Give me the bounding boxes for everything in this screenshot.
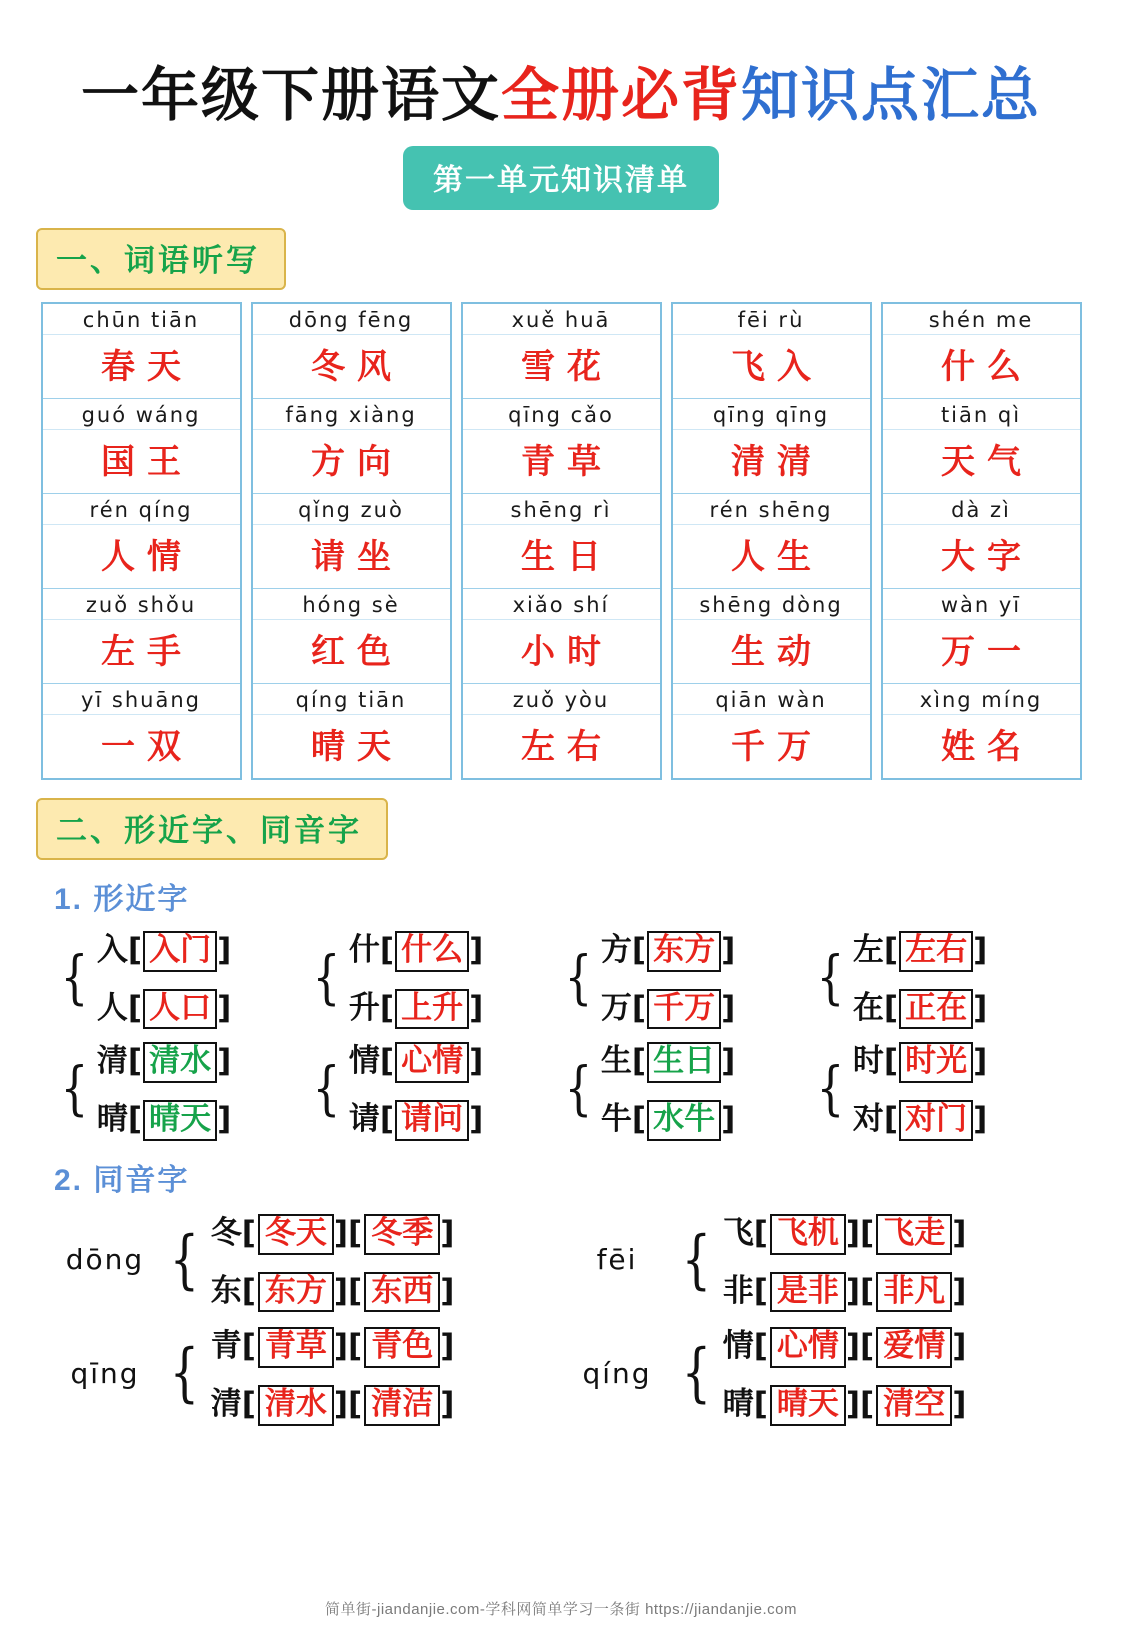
- word: 飞入: [731, 347, 823, 387]
- char: 对: [852, 1101, 884, 1138]
- word: 青色: [364, 1327, 440, 1368]
- word: 对门: [899, 1100, 973, 1141]
- word: 上升: [395, 989, 469, 1030]
- xingjinzi-row-1: [56, 924, 1122, 1029]
- page-title: [0, 48, 1122, 132]
- xingjinzi-line: 时[ 时光 ]: [853, 1035, 987, 1083]
- tongyinzi-line: 东[ 东方 ][ 东西 ]: [211, 1265, 455, 1313]
- pinyin: qīng cǎo: [463, 399, 660, 430]
- section-1-heading-wrap: [0, 210, 1122, 290]
- dictation-cell: [883, 494, 1080, 589]
- char: 青: [210, 1328, 242, 1365]
- tongyinzi-group: [46, 1207, 558, 1312]
- pinyin: fāng xiàng: [253, 399, 450, 430]
- xingjinzi-line: 什[ 什么 ]: [349, 924, 483, 972]
- word: 晴天: [143, 1100, 217, 1141]
- dictation-cell: [463, 684, 660, 778]
- tongyinzi-line: 情[ 心情 ][ 爱情 ]: [723, 1320, 967, 1368]
- tongyinzi-line: 飞[ 飞机 ][ 飞走 ]: [723, 1207, 967, 1255]
- dictation-cell: [463, 589, 660, 684]
- dictation-column: [41, 302, 242, 780]
- word: 红色: [311, 632, 403, 672]
- pinyin: chūn tiān: [43, 304, 240, 335]
- brace-icon: {: [60, 1054, 89, 1123]
- brace-icon: {: [816, 1054, 845, 1123]
- word: 清空: [876, 1385, 952, 1426]
- pinyin: dà zì: [883, 494, 1080, 525]
- dictation-cell: [673, 494, 870, 589]
- pinyin: fēi rù: [673, 304, 870, 335]
- word: 千万: [731, 727, 823, 767]
- brace-icon: {: [312, 1054, 341, 1123]
- char: 清: [96, 1043, 128, 1080]
- word: 正在: [899, 989, 973, 1030]
- pinyin: xuě huā: [463, 304, 660, 335]
- word: 国王: [101, 442, 193, 482]
- word: 水牛: [647, 1100, 721, 1141]
- pinyin: qīng qīng: [673, 399, 870, 430]
- tongyinzi-line: 非[ 是非 ][ 非凡 ]: [723, 1265, 967, 1313]
- unit-banner: 第一单元知识清单: [403, 146, 719, 210]
- xingjinzi-line: 请[ 请问 ]: [349, 1093, 483, 1141]
- word: 请问: [395, 1100, 469, 1141]
- brace-icon: {: [312, 942, 341, 1011]
- tongyinzi-line: 晴[ 晴天 ][ 清空 ]: [723, 1378, 967, 1426]
- word: 左手: [101, 632, 193, 672]
- dictation-cell: [253, 684, 450, 778]
- xingjinzi-line: 晴[ 晴天 ]: [97, 1093, 231, 1141]
- word: 心情: [395, 1042, 469, 1083]
- char: 东: [210, 1272, 242, 1309]
- pinyin: shēng rì: [463, 494, 660, 525]
- dictation-cell: [463, 304, 660, 399]
- pinyin: zuǒ yòu: [463, 684, 660, 715]
- word: 东西: [364, 1272, 440, 1313]
- word: 清水: [143, 1042, 217, 1083]
- xingjinzi-group: [308, 1035, 560, 1140]
- word: 飞走: [876, 1214, 952, 1255]
- section-heading-similar-chars: 二、形近字、同音字: [36, 798, 388, 860]
- dictation-column: [251, 302, 452, 780]
- char: 请: [348, 1101, 380, 1138]
- tongyinzi-group: [46, 1320, 558, 1425]
- xingjinzi-line: 人[ 人口 ]: [97, 982, 231, 1030]
- word: 时光: [899, 1042, 973, 1083]
- dictation-cell: [43, 589, 240, 684]
- xingjinzi-line: 万[ 千万 ]: [601, 982, 735, 1030]
- subheading-xingjinzi: 1. 形近字: [54, 883, 190, 916]
- title-part-2: 全册必背: [500, 61, 741, 129]
- dictation-cell: [253, 399, 450, 494]
- xingjinzi-line: 牛[ 水牛 ]: [601, 1093, 735, 1141]
- char: 入: [96, 932, 128, 968]
- word: 爱情: [876, 1327, 952, 1368]
- pinyin: tiān qì: [883, 399, 1080, 430]
- tongyinzi-row-1: [46, 1207, 1122, 1312]
- brace-icon: {: [681, 1222, 712, 1297]
- brace-icon: {: [564, 1054, 593, 1123]
- dictation-cell: [883, 304, 1080, 399]
- word: 左右: [899, 931, 973, 972]
- word: 东方: [258, 1272, 334, 1313]
- section-heading-dictation: 一、词语听写: [36, 228, 286, 290]
- brace-icon: {: [60, 942, 89, 1011]
- xingjinzi-row-2: [56, 1035, 1122, 1140]
- brace-icon: {: [681, 1336, 712, 1411]
- word: 什么: [395, 931, 469, 972]
- dictation-column: [881, 302, 1082, 780]
- pinyin: fēi: [596, 1243, 638, 1277]
- char: 晴: [96, 1101, 128, 1138]
- word: 一双: [101, 727, 193, 767]
- pinyin: rén qíng: [43, 494, 240, 525]
- xingjinzi-line: 左[ 左右 ]: [853, 924, 987, 972]
- word: 冬季: [364, 1214, 440, 1255]
- pinyin: dōng fēng: [253, 304, 450, 335]
- word: 清洁: [364, 1385, 440, 1426]
- footer-watermark: 简单街-jiandanjie.com-学科网简单学习一条街 https://jiandanjie.com: [325, 1601, 797, 1618]
- xingjinzi-line: 入[ 入门 ]: [97, 924, 231, 972]
- word: 请坐: [311, 537, 403, 577]
- word: 晴天: [311, 727, 403, 767]
- char: 飞: [722, 1214, 754, 1251]
- word: 雪花: [521, 347, 613, 387]
- pinyin: qiān wàn: [673, 684, 870, 715]
- brace-icon: {: [816, 942, 845, 1011]
- char: 晴: [722, 1386, 754, 1423]
- xingjinzi-line: 对[ 对门 ]: [853, 1093, 987, 1141]
- pinyin: qǐng zuò: [253, 494, 450, 525]
- xingjinzi-group: [560, 924, 812, 1029]
- word: 千万: [647, 989, 721, 1030]
- word: 冬天: [258, 1214, 334, 1255]
- pinyin: guó wáng: [43, 399, 240, 430]
- pinyin: shén me: [883, 304, 1080, 335]
- word: 人生: [731, 537, 823, 577]
- xingjinzi-group: [812, 1035, 1064, 1140]
- xingjinzi-line: 情[ 心情 ]: [349, 1035, 483, 1083]
- char: 情: [348, 1043, 380, 1080]
- dictation-cell: [43, 494, 240, 589]
- word: 大字: [941, 537, 1033, 577]
- word: 万一: [941, 632, 1033, 672]
- char: 左: [852, 932, 884, 968]
- char: 万: [600, 989, 632, 1026]
- dictation-cell: [673, 684, 870, 778]
- word: 非凡: [876, 1272, 952, 1313]
- word: 方向: [311, 442, 403, 482]
- char: 时: [852, 1043, 884, 1080]
- word: 生动: [731, 632, 823, 672]
- char: 清: [210, 1386, 242, 1423]
- char: 冬: [210, 1214, 242, 1251]
- pinyin: xìng míng: [883, 684, 1080, 715]
- word: 人情: [101, 537, 193, 577]
- char: 牛: [600, 1101, 632, 1138]
- word: 飞机: [770, 1214, 846, 1255]
- char: 生: [600, 1043, 632, 1080]
- word: 清清: [731, 442, 823, 482]
- dictation-cell: [883, 399, 1080, 494]
- dictation-cell: [43, 399, 240, 494]
- pinyin: wàn yī: [883, 589, 1080, 620]
- unit-banner-wrap: [0, 146, 1122, 210]
- pinyin: qīng: [70, 1356, 140, 1390]
- dictation-cell: [883, 589, 1080, 684]
- word: 是非: [770, 1272, 846, 1313]
- pinyin: dōng: [65, 1243, 145, 1277]
- dictation-cell: [463, 399, 660, 494]
- title-part-3: 知识点汇总: [741, 61, 1042, 129]
- dictation-cell: [43, 304, 240, 399]
- xingjinzi-line: 生[ 生日 ]: [601, 1035, 735, 1083]
- dictation-cell: [673, 589, 870, 684]
- char: 非: [722, 1272, 754, 1309]
- word: 青草: [521, 442, 613, 482]
- word: 左右: [521, 727, 613, 767]
- pinyin: rén shēng: [673, 494, 870, 525]
- word: 人口: [143, 989, 217, 1030]
- tongyinzi-line: 清[ 清水 ][ 清洁 ]: [211, 1378, 455, 1426]
- brace-icon: {: [169, 1336, 200, 1411]
- word: 晴天: [770, 1385, 846, 1426]
- tongyinzi-row-2: [46, 1320, 1122, 1425]
- pinyin: shēng dòng: [673, 589, 870, 620]
- char: 方: [600, 932, 632, 968]
- xingjinzi-line: 在[ 正在 ]: [853, 982, 987, 1030]
- tongyinzi-line: 冬[ 冬天 ][ 冬季 ]: [211, 1207, 455, 1255]
- xingjinzi-group: [308, 924, 560, 1029]
- word: 生日: [647, 1042, 721, 1083]
- tongyinzi-group: [558, 1320, 1070, 1425]
- tongyinzi-group: [558, 1207, 1070, 1312]
- word: 生日: [521, 537, 613, 577]
- worksheet-page: [0, 48, 1122, 1635]
- dictation-cell: [253, 494, 450, 589]
- dictation-cell: [673, 304, 870, 399]
- section-2-heading-wrap: [0, 780, 1122, 860]
- word: 天气: [941, 442, 1033, 482]
- pinyin: qíng: [582, 1356, 652, 1390]
- word: 青草: [258, 1327, 334, 1368]
- tongyinzi-line: 青[ 青草 ][ 青色 ]: [211, 1320, 455, 1368]
- word: 小时: [521, 632, 613, 672]
- dictation-grid: [0, 302, 1122, 780]
- word: 清水: [258, 1385, 334, 1426]
- word: 入门: [143, 931, 217, 972]
- pinyin: zuǒ shǒu: [43, 589, 240, 620]
- word: 姓名: [941, 727, 1033, 767]
- dictation-column: [461, 302, 662, 780]
- dictation-cell: [43, 684, 240, 778]
- xingjinzi-line: 方[ 东方 ]: [601, 924, 735, 972]
- subheading-tongyinzi: 2. 同音字: [54, 1163, 190, 1197]
- title-part-1: 一年级下册语文: [80, 61, 501, 129]
- brace-icon: {: [169, 1222, 200, 1297]
- xingjinzi-group: [812, 924, 1064, 1029]
- word: 冬风: [311, 347, 403, 387]
- dictation-column: [671, 302, 872, 780]
- xingjinzi-line: 升[ 上升 ]: [349, 982, 483, 1030]
- char: 在: [852, 989, 884, 1026]
- dictation-cell: [253, 589, 450, 684]
- xingjinzi-group: [56, 1035, 308, 1140]
- word: 东方: [647, 931, 721, 972]
- brace-icon: {: [564, 942, 593, 1011]
- char: 人: [96, 989, 128, 1026]
- word: 春天: [101, 347, 193, 387]
- xingjinzi-group: [560, 1035, 812, 1140]
- char: 情: [722, 1328, 754, 1365]
- pinyin: xiǎo shí: [463, 589, 660, 620]
- pinyin: hóng sè: [253, 589, 450, 620]
- dictation-cell: [883, 684, 1080, 778]
- pinyin: qíng tiān: [253, 684, 450, 715]
- xingjinzi-line: 清[ 清水 ]: [97, 1035, 231, 1083]
- word: 什么: [941, 347, 1033, 387]
- dictation-cell: [463, 494, 660, 589]
- pinyin: yī shuāng: [43, 684, 240, 715]
- dictation-cell: [673, 399, 870, 494]
- char: 什: [348, 932, 380, 968]
- word: 心情: [770, 1327, 846, 1368]
- char: 升: [348, 989, 380, 1026]
- xingjinzi-group: [56, 924, 308, 1029]
- dictation-cell: [253, 304, 450, 399]
